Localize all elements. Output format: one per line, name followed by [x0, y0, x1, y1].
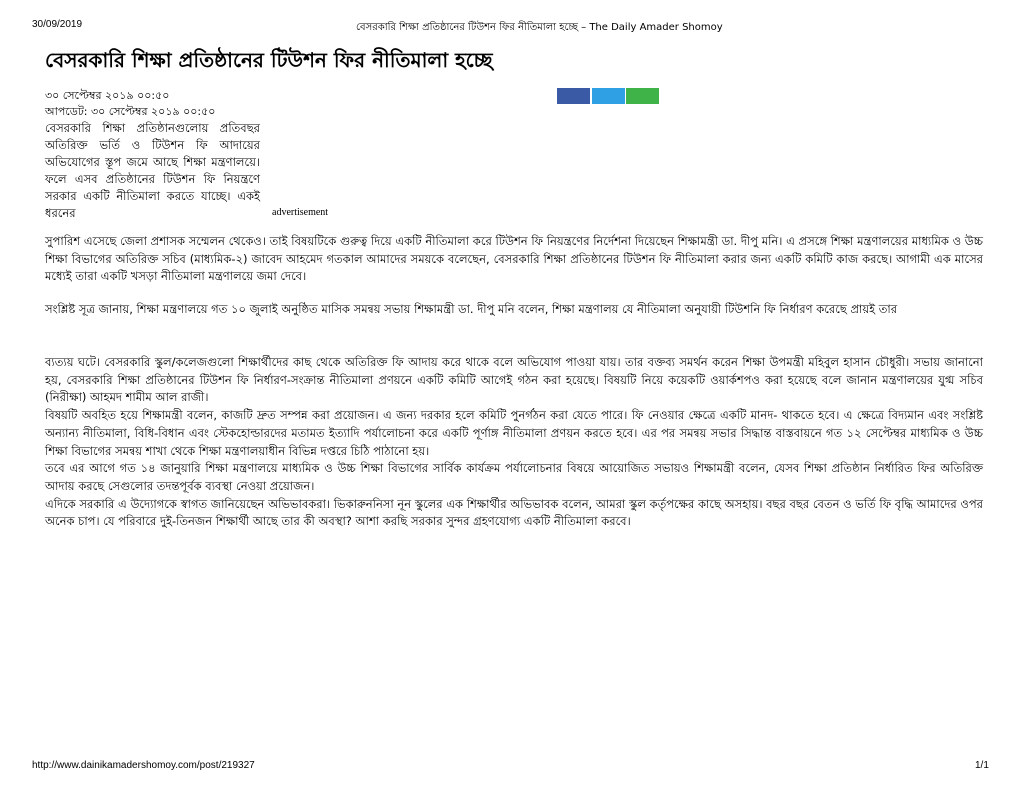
paragraph-5: তবে এর আগে গত ১৪ জানুয়ারি শিক্ষা মন্ত্রণালয়ে মাধ্যমিক ও উচ্চ শিক্ষা বিভাগের সার্বিক কার্যক্রম পর্যালোচনার বিষয়ে আয়োজিত সভায়ও শিক্ষামন্ত্রী বলেন, যেসব শিক্ষা প্রতিষ্ঠান নির্ধারিত ফির অতিরিক্ত আদায় করছে সেগুলোর তদন্তপূর্বক ব্যবস্থা নেওয়া প্রয়োজন।: [45, 461, 983, 493]
facebook-share-button[interactable]: [557, 88, 590, 104]
paragraph-1: সুপারিশ এসেছে জেলা প্রশাসক সম্মেলন থেকেও। তাই বিষয়টিকে গুরুত্ব দিয়ে একটি নীতিমালা করে টিউশন ফি নিয়ন্ত্রণের নির্দেশনা দিয়েছেন শিক্ষামন্ত্রী ডা. দীপু মনি। এ প্রসঙ্গে শিক্ষা মন্ত্রণালয়ের মাধ্যমিক ও উচ্চ শিক্ষা বিভাগের অতিরিক্ত সচিব (মাধ্যমিক-২) জাবেদ আহমেদ গতকাল আমাদের সময়কে বলেছেন, বেসরকারি শিক্ষা প্রতিষ্ঠানের টিউশন ফি নীতিমালা করার জন্য একটি কমিটি কাজ করছে। আগামী এক মাসের মধ্যেই তারা একটি খসড়া নীতিমালা মন্ত্রণালয়ে জমা দেবে।: [45, 234, 983, 284]
print-page-title: বেসরকারি শিক্ষা প্রতিষ্ঠানের টিউশন ফির নীতিমালা হচ্ছে – The Daily Amader Shomoy: [356, 22, 723, 33]
twitter-share-button[interactable]: [592, 88, 625, 104]
paragraph-2: সংশ্লিষ্ট সূত্র জানায়, শিক্ষা মন্ত্রণালয়ে গত ১০ জুলাই অনুষ্ঠিত মাসিক সমন্বয় সভায় শিক্ষামন্ত্রী ডা. দীপু মনি বলেন, শিক্ষা মন্ত্রণালয় যে নীতিমালা অনুযায়ী টিউশনি ফি নির্ধারণ করেছে প্রায়ই তার: [45, 302, 898, 316]
paragraph-4: বিষয়টি অবহিত হয়ে শিক্ষামন্ত্রী বলেন, কাজটি দ্রুত সম্পন্ন করা প্রয়োজন। এ জন্য দরকার হলে কমিটি পুনর্গঠন করা যেতে পারে। ফি নেওয়ার ক্ষেত্রে একটি মানদ- থাকতে হবে। এ ক্ষেত্রে বিদ্যমান এবং সংশ্লিষ্ট অন্যান্য নীতিমালা, বিধি-বিধান এবং স্টেকহোল্ডারদের মতামত ইত্যাদি পর্যালোচনা করে একটি পূর্ণাঙ্গ নীতিমালা প্রণয়ন করতে হবে। এর পর সমন্বয় সভার সিদ্ধান্ত বাস্তবায়নে গত ১২ সেপ্টেম্বর মাধ্যমিক ও উচ্চ শিক্ষা বিভাগের সমন্বয় শাখা থেকে শিক্ষা মন্ত্রণালয়াধীন বিভিন্ন দপ্তরে চিঠি পাঠানো হয়।: [45, 408, 983, 458]
article-title: বেসরকারি শিক্ষা প্রতিষ্ঠানের টিউশন ফির নীতিমালা হচ্ছে: [45, 48, 493, 72]
paragraph-6: এদিকে সরকারি এ উদ্যোগকে স্বাগত জানিয়েছেন অভিভাবকরা। ভিকারুননিসা নূন স্কুলের এক শিক্ষার্থীর অভিভাবক বলেন, আমরা স্কুল কর্তৃপক্ষের কাছে অসহায়। বছর বছর বেতন ও ভর্তি ফি বৃদ্ধি আমাদের ওপর অনেক চাপ। যে পরিবারে দুই-তিনজন শিক্ষার্থী আছে তার কী অবস্থা? আশা করছি সরকার সুন্দর গ্রহণযোগ্য একটি নীতিমালা করবে।: [45, 496, 983, 529]
article-body-middle: [45, 301, 983, 319]
article-body-top: [45, 233, 983, 286]
update-date: আপডেট: ৩০ সেপ্টেম্বর ২০১৯ ০০:৫০: [45, 105, 216, 118]
google-share-button[interactable]: [626, 88, 659, 104]
advertisement-label: advertisement: [272, 207, 329, 218]
publish-date: ৩০ সেপ্টেম্বর ২০১৯ ০০:৫০: [45, 89, 170, 102]
article-intro: বেসরকারি শিক্ষা প্রতিষ্ঠানগুলোয় প্রতিবছর অতিরিক্ত ভর্তি ও টিউশন ফি আদায়ের অভিযোগের স্তূপ জমে আছে শিক্ষা মন্ত্রণালয়ে। ফলে এসব প্রতিষ্ঠানের টিউশন ফি নিয়ন্ত্রণে সরকার একটি নীতিমালা করতে যাচ্ছে। একই ধরনের: [45, 121, 260, 220]
footer-url: http://www.dainikamadershomoy.com/post/219327: [32, 760, 255, 771]
article-body-bottom: [45, 354, 983, 531]
paragraph-3: ব্যত্যয় ঘটে। বেসরকারি স্কুল/কলেজগুলো শিক্ষার্থীদের কাছ থেকে অতিরিক্ত ফি আদায় করে থাকে বলে অভিযোগ পাওয়া যায়। তার বক্তব্য সমর্থন করেন শিক্ষা উপমন্ত্রী মহিবুল হাসান চৌধুরী। সভায় জানানো হয়, বেসরকারি শিক্ষা প্রতিষ্ঠানের টিউশন ফি নির্ধারণ-সংক্রান্ত নীতিমালা প্রণয়নে একটি কমিটি আগেই গঠন করা হয়েছে। বিষয়টি নিয়ে কয়েকটি ওয়ার্কশপও করা হয়েছে বলে জানান মন্ত্রণালয়ের যুগ্ম সচিব (নিরীক্ষা) আহমদ শামীম আল রাজী।: [45, 355, 983, 405]
print-date: 30/09/2019: [32, 19, 83, 30]
page-number: 1/1: [975, 760, 989, 771]
